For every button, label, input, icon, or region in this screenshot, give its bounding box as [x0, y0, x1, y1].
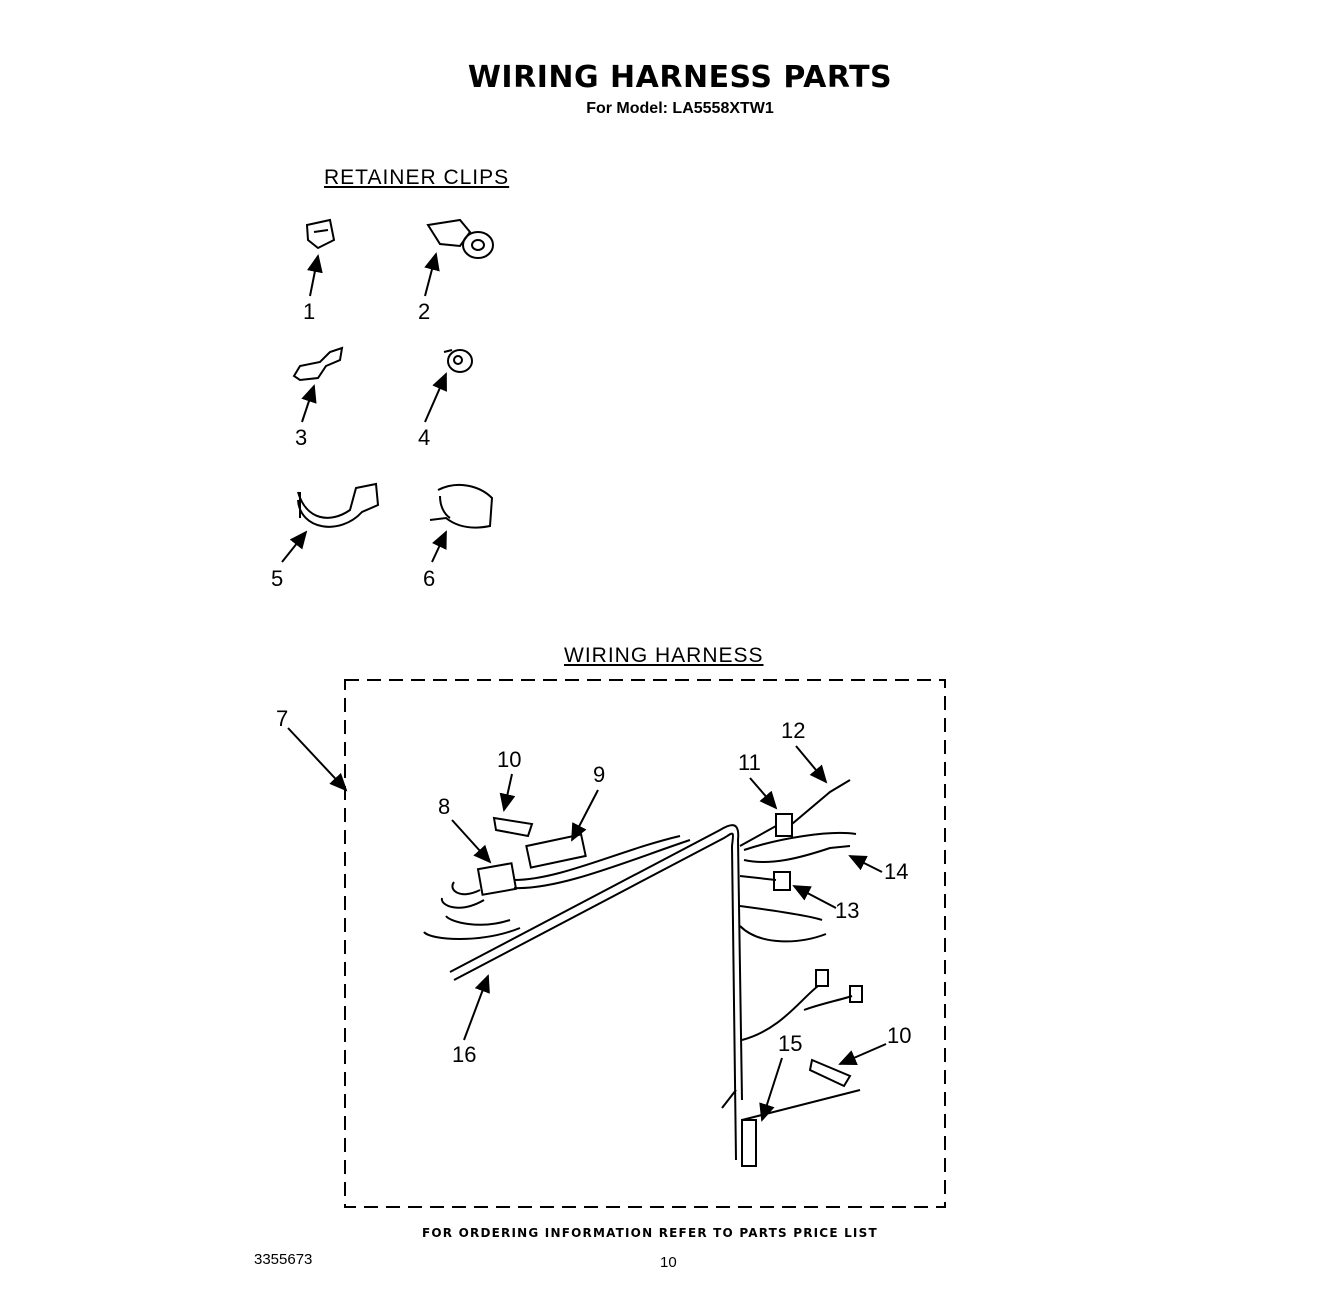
section-heading-retainer-clips: RETAINER CLIPS	[324, 166, 510, 189]
callout-10: 10	[497, 747, 522, 772]
page-title: WIRING HARNESS PARTS	[467, 60, 893, 95]
harness-kit-boundary	[345, 680, 945, 1207]
callout-13: 13	[835, 898, 860, 923]
callout-arrows	[282, 254, 886, 1120]
callout-labels	[271, 299, 911, 1067]
callout-8: 8	[438, 794, 451, 819]
callout-16: 16	[452, 1042, 477, 1067]
clip-part-3	[294, 348, 342, 380]
callout-11: 11	[738, 750, 761, 775]
wiring-harness-drawing	[424, 780, 862, 1166]
clip-part-2	[428, 220, 493, 258]
clip-part-6	[430, 485, 492, 528]
callout-14: 14	[884, 859, 909, 884]
callout-1: 1	[303, 299, 316, 324]
document-number: 3355673	[254, 1251, 313, 1268]
callout-12: 12	[781, 718, 806, 743]
callout-6: 6	[423, 566, 436, 591]
clip-part-5	[298, 484, 378, 527]
callout-15: 15	[778, 1031, 803, 1056]
model-subtitle: For Model: LA5558XTW1	[586, 100, 774, 117]
ordering-note: FOR ORDERING INFORMATION REFER TO PARTS PRICE LIST	[422, 1226, 878, 1240]
callout-3: 3	[295, 425, 308, 450]
callout-4: 4	[418, 425, 431, 450]
page-number: 10	[660, 1254, 677, 1271]
callout-5: 5	[271, 566, 284, 591]
callout-9: 9	[593, 762, 606, 787]
callout-7: 7	[276, 706, 289, 731]
callout-10-lower: 10	[887, 1023, 912, 1048]
section-heading-wiring-harness: WIRING HARNESS	[564, 644, 764, 667]
clip-part-1	[307, 220, 334, 248]
callout-2: 2	[418, 299, 431, 324]
clip-part-4	[444, 350, 472, 372]
